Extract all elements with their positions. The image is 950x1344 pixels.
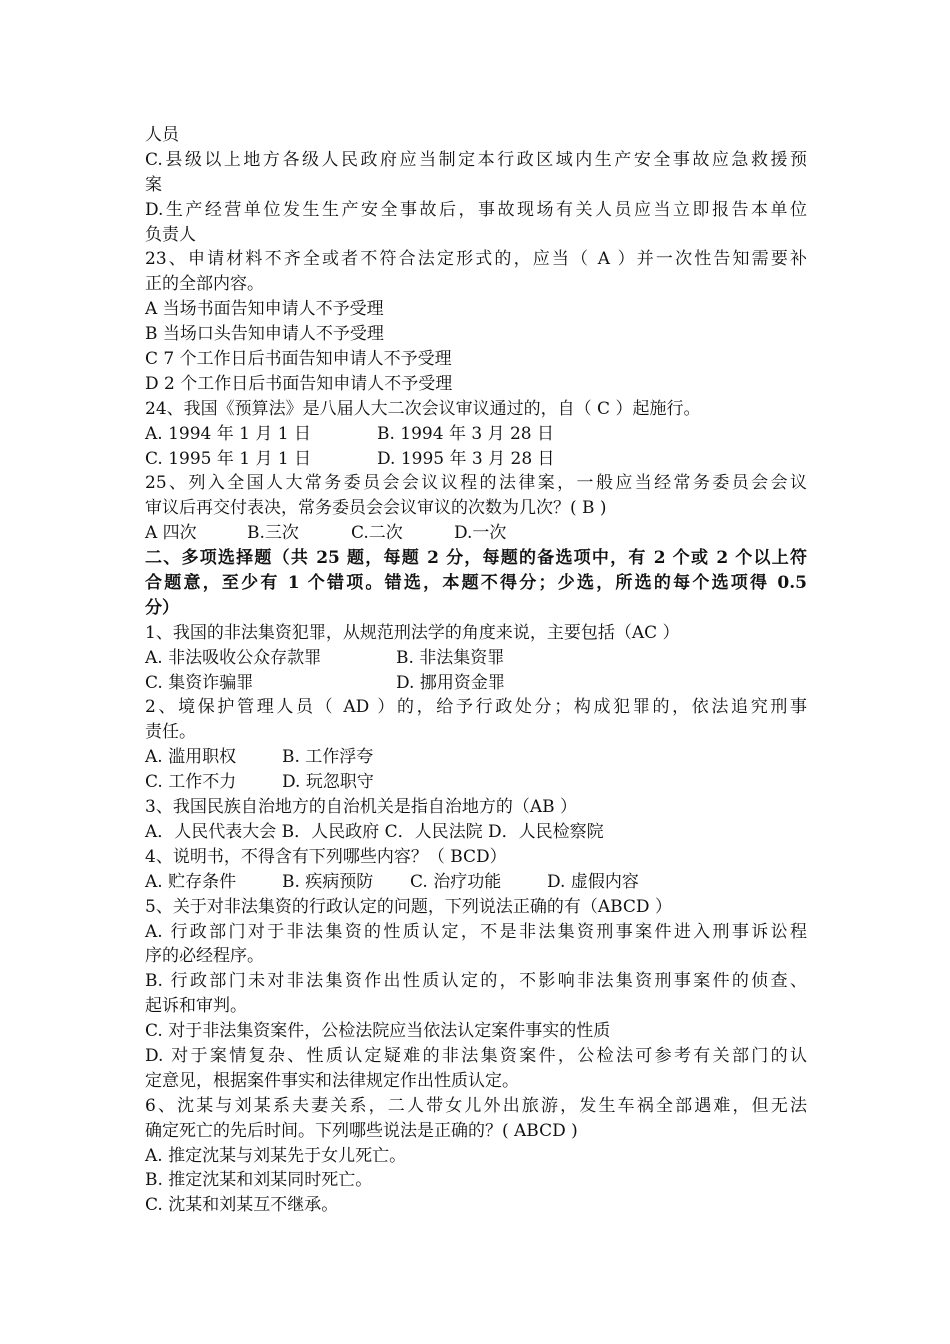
text-line: 序的必经程序。: [145, 946, 264, 967]
options-row: [145, 447, 807, 472]
text-line: 1、我国的非法集资犯罪，从规范刑法学的角度来说，主要包括（AC ）: [145, 622, 680, 643]
text-line: 审议后再交付表决，常务委员会会议审议的次数为几次？( B ): [145, 498, 607, 519]
options-row: [145, 521, 807, 546]
text-line: 负责人: [145, 224, 196, 245]
text-line: 起诉和审判。: [145, 996, 247, 1017]
options-row: [145, 646, 807, 671]
text-line: 正的全部内容。: [145, 274, 264, 295]
text-line: 责任。: [145, 722, 196, 743]
text-line: A. 行政部门对于非法集资的性质认定，不是非法集资刑事案件进入刑事诉讼程: [145, 921, 807, 942]
option-text: B. 疾病预防: [282, 871, 374, 892]
text-line: 25、列入全国人大常务委员会会议议程的法律案，一般应当经常务委员会会议: [145, 473, 807, 494]
option-text: B. 非法集资罪: [396, 647, 505, 668]
text-line: 2、境保护管理人员（ AD ）的，给予行政处分；构成犯罪的，依法追究刑事: [145, 697, 807, 718]
option-text: B.三次: [247, 523, 299, 544]
option-text: A. 非法吸收公众存款罪: [145, 647, 322, 668]
document-page: [145, 123, 807, 1218]
text-line: 3、我国民族自治地方的自治机关是指自治地方的（AB ）: [145, 797, 577, 818]
option-text: B. 工作浮夸: [282, 747, 374, 768]
text-line: A 当场书面告知申请人不予受理: [145, 299, 384, 320]
section-heading-line: 二、多项选择题（共 25 题，每题 2 分，每题的备选项中，有 2 个或 2 个以上符: [145, 548, 807, 569]
options-row: [145, 422, 807, 447]
section-heading-line: 分）: [145, 597, 179, 618]
text-line: B 当场口头告知申请人不予受理: [145, 324, 384, 345]
text-line: B. 推定沈某和刘某同时死亡。: [145, 1170, 373, 1191]
text-line: D.生产经营单位发生生产安全事故后，事故现场有关人员应当立即报告本单位: [145, 199, 807, 220]
text-line: 6、沈某与刘某系夫妻关系，二人带女儿外出旅游，发生车祸全部遇难，但无法: [145, 1095, 807, 1116]
option-text: D. 挪用资金罪: [396, 672, 505, 693]
section-heading-line: 合题意，至少有 1 个错项。错选，本题不得分；少选，所选的每个选项得 0.5: [145, 573, 807, 594]
option-text: D. 1995 年 3 月 28 日: [377, 448, 555, 469]
option-text: A. 贮存条件: [145, 871, 237, 892]
option-text: D. 虚假内容: [547, 871, 639, 892]
option-text: C. 1995 年 1 月 1 日: [145, 448, 312, 469]
options-row: [145, 770, 807, 795]
text-line: D. 对于案情复杂、性质认定疑难的非法集资案件，公检法可参考有关部门的认: [145, 1045, 807, 1066]
options-row: [145, 870, 807, 895]
options-row: [145, 745, 807, 770]
text-line: C 7 个工作日后书面告知申请人不予受理: [145, 349, 452, 370]
option-text: D. 玩忽职守: [282, 772, 374, 793]
option-text: A. 1994 年 1 月 1 日: [145, 423, 311, 444]
option-text: C.二次: [351, 523, 403, 544]
text-line: C.县级以上地方各级人民政府应当制定本行政区域内生产安全事故应急救援预: [145, 149, 807, 170]
text-line: 23、申请材料不齐全或者不符合法定形式的，应当（ A ）并一次性告知需要补: [145, 249, 807, 270]
text-line: 24、我国《预算法》是八届人大二次会议审议通过的，自（ C ）起施行。: [145, 398, 701, 419]
text-line: A. 推定沈某与刘某先于女儿死亡。: [145, 1145, 407, 1166]
text-line: 4、说明书，不得含有下列哪些内容？（ BCD）: [145, 846, 507, 867]
text-line: 定意见，根据案件事实和法律规定作出性质认定。: [145, 1070, 519, 1091]
option-text: B. 1994 年 3 月 28 日: [377, 423, 555, 444]
option-text: A 四次: [145, 523, 197, 544]
option-text: C. 治疗功能: [410, 871, 502, 892]
options-row: [145, 671, 807, 696]
text-line: 5、关于对非法集资的行政认定的问题，下列说法正确的有（ABCD ）: [145, 896, 672, 917]
text-line: 人员: [145, 125, 179, 145]
option-text: D.一次: [454, 523, 507, 544]
text-line: B. 行政部门未对非法集资作出性质认定的，不影响非法集资刑事案件的侦查、: [145, 971, 807, 992]
option-text: A. 滥用职权: [145, 747, 237, 768]
option-text: C. 集资诈骗罪: [145, 672, 254, 693]
text-line: 案: [145, 174, 162, 195]
text-line: D 2 个工作日后书面告知申请人不予受理: [145, 373, 453, 394]
text-line: C. 沈某和刘某互不继承。: [145, 1195, 339, 1216]
text-line: A．人民代表大会 B．人民政府 C．人民法院 D．人民检察院: [145, 821, 604, 842]
text-line: 确定死亡的先后时间。下列哪些说法是正确的？( ABCD ): [145, 1120, 578, 1141]
text-line: C. 对于非法集资案件，公检法院应当依法认定案件事实的性质: [145, 1021, 611, 1042]
option-text: C. 工作不力: [145, 772, 237, 793]
